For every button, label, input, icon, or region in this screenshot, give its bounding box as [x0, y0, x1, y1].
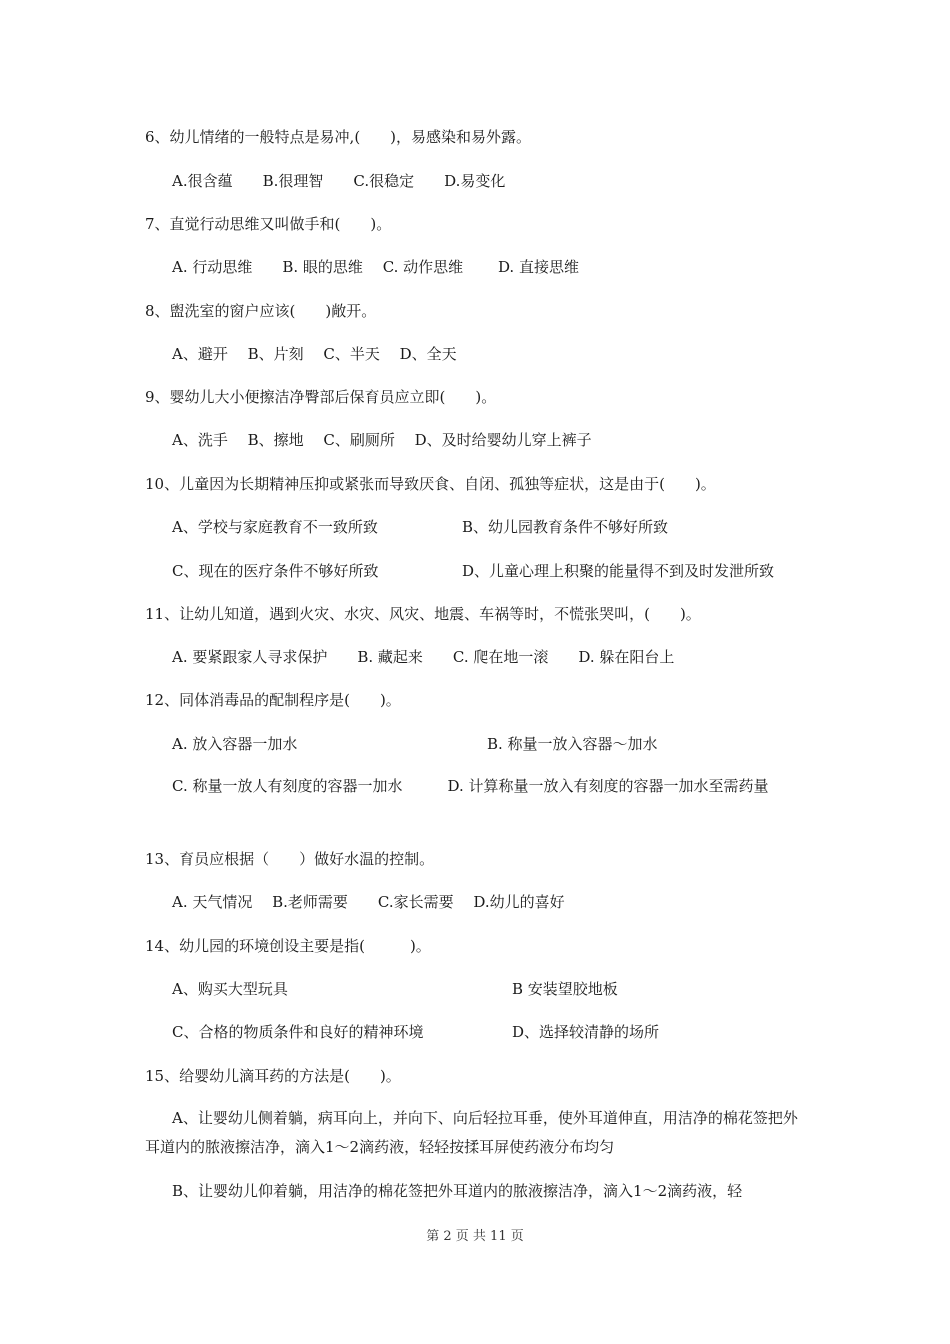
question-13: 13、育员应根据（ ）做好水温的控制。	[145, 850, 435, 868]
question-6: 6、幼儿情绪的一般特点是易冲,( )，易感染和易外露。	[145, 128, 532, 146]
question-10-option-b: B、幼儿园教育条件不够好所致	[462, 518, 669, 536]
question-14-option-b: B 安装望胶地板	[512, 980, 618, 998]
question-10-option-c: C、现在的医疗条件不够好所致	[172, 562, 379, 580]
question-12: 12、同体消毒品的配制程序是( )。	[145, 691, 401, 709]
question-12-options-cd: C. 称量一放人有刻度的容器一加水 D. 计算称量一放入有刻度的容器一加水至需药量	[172, 777, 769, 795]
question-14: 14、幼儿园的环境创设主要是指( )。	[145, 937, 431, 955]
question-14-option-a: A、购买大型玩具	[172, 980, 288, 998]
question-9-options: A、洗手 B、擦地 C、刷厕所 D、及时给婴幼儿穿上裤子	[172, 431, 592, 449]
question-12-option-b: B. 称量一放入容器～加水	[487, 735, 658, 753]
question-10-option-d: D、儿童心理上积聚的能量得不到及时发泄所致	[462, 562, 775, 580]
question-14-option-d: D、选择较清静的场所	[512, 1023, 660, 1041]
question-10-option-a: A、学校与家庭教育不一致所致	[172, 518, 378, 536]
question-8-options: A、避开 B、片刻 C、半天 D、全天	[172, 345, 457, 363]
question-14-option-c: C、合格的物质条件和良好的精神环境	[172, 1023, 424, 1041]
question-10: 10、儿童因为长期精神压抑或紧张而导致厌食、自闭、孤独等症状，这是由于( )。	[145, 475, 716, 493]
question-7: 7、直觉行动思维又叫做手和( )。	[145, 215, 392, 233]
question-6-options: A.很含蕴 B.很理智 C.很稳定 D.易变化	[172, 172, 506, 190]
question-11: 11、让幼儿知道，遇到火灾、水灾、风灾、地震、车祸等时，不慌张哭叫，( )。	[145, 605, 701, 623]
question-8: 8、盥洗室的窗户应该( )敞开。	[145, 302, 377, 320]
question-15: 15、给婴幼儿滴耳药的方法是( )。	[145, 1067, 401, 1085]
question-11-options: A. 要紧跟家人寻求保护 B. 藏起来 C. 爬在地一滚 D. 躲在阳台上	[172, 648, 675, 666]
question-12-option-a: A. 放入容器一加水	[172, 735, 298, 753]
question-9: 9、婴幼儿大小便擦洁净臀部后保育员应立即( )。	[145, 388, 497, 406]
question-15-option-a: A、让婴幼儿侧着躺，病耳向上，并向下、向后轻拉耳垂，使外耳道伸直，用洁净的棉花签把外耳道内的脓液擦洁净，滴入1～2滴药液，轻轻按揉耳屏使药液分布均匀	[145, 1109, 798, 1156]
question-15-option-b: B、让婴幼儿仰着躺，用洁净的棉花签把外耳道内的脓液擦洁净，滴入1～2滴药液，轻	[172, 1182, 743, 1200]
page-number-footer: 第 2 页 共 11 页	[426, 1229, 524, 1244]
question-13-options: A. 天气情况 B.老师需要 C.家长需要 D.幼儿的喜好	[172, 893, 565, 911]
question-7-options: A. 行动思维 B. 眼的思维 C. 动作思维 D. 直接思维	[172, 258, 579, 276]
